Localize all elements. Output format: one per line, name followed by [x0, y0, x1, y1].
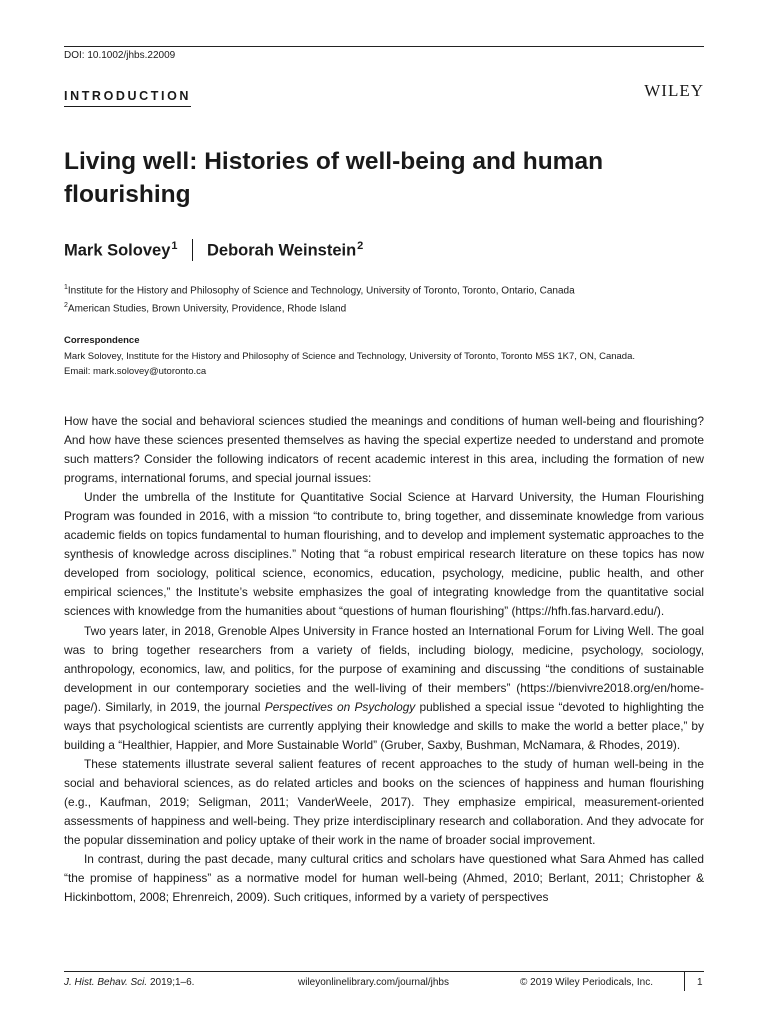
correspondence-heading: Correspondence — [64, 335, 140, 346]
affiliation: $^2$American Studies, Brown University, Providence, Rhode Island — [64, 302, 347, 315]
paragraph: Two years later, in 2018, Grenoble Alpes University in France hosted an International Forum for Living Well. The goal was to bring together researchers from a variety of fields, including biology, medicine, psychology, sociology, anthropology, economics, law, and politics, for the purpose of examining and discussing “the conditions of sustainable development in our contemporary societies and the well-living of their members” (https://bienvivre2018.org/en/home-page/). Similarly, in 2019, the journal Perspectives on Psychology published a special issue “devoted to highlighting the ways that psychological scientists are currently applying their knowledge and skills to make the world a better place,” by building a “Healthier, Happier, and More Sustainable World” (Gruber, Saxby, Bushman, McNamara, & Rhodes, 2019). — [64, 623, 704, 752]
article-title: Living well: Histories of well-being and human flourishing — [64, 148, 604, 208]
footer-url: wileyonlinelibrary.com/journal/jhbs — [298, 977, 449, 988]
affiliation: $^1$Institute for the History and Philosophy of Science and Technology, University of Toronto, Toronto, Ontario, Canada — [64, 284, 575, 297]
journal-title: Perspectives on Psychology — [264, 699, 416, 714]
paragraph: In contrast, during the past decade, many cultural critics and scholars have questioned what Sara Ahmed has called “the promise of happiness” as a normative model for human well-being (Ahmed, 2010; Berlant, 2011; Christopher & Hickinbottom, 2008; Ehrenreich, 2009). Such critiques, informed by a variety of perspectives — [64, 852, 704, 905]
author-name: Mark Solovey$^1$ — [64, 240, 178, 260]
article-body — [64, 412, 704, 907]
paragraph: How have the social and behavioral sciences studied the meanings and conditions of human well-being and flourishing? And how have these sciences presented themselves as having the special expertize needed to understand and promote such matters? Consider the following indicators of recent academic interest in this area, including the formation of new programs, international forums, and special journal issues: — [64, 414, 704, 486]
paragraph: These statements illustrate several salient features of recent approaches to the study of human well-being in the social and behavioral sciences, as do related articles and books on the sciences of happiness and human flourishing (e.g., Kaufman, 2019; Seligman, 2011; VanderWeele, 2017). They emphasize empirical, measurement-oriented assessments of happiness and well-being. They prize interdisciplinary research and collaboration. And they advocate for the popular dissemination and policy uptake of their work in the name of broader social improvement. — [64, 756, 704, 848]
doi: DOI: 10.1002/jhbs.22009 — [64, 50, 176, 61]
footer-citation: J. Hist. Behav. Sci. 2019;1–6. — [64, 977, 195, 988]
author-separator — [192, 239, 194, 261]
correspondence-text: Mark Solovey, Institute for the History and Philosophy of Science and Technology, University of Toronto, Toronto M5S 1K7, ON, Canada. Email: mark.solovey@utoronto.ca — [64, 351, 636, 377]
header-rule — [64, 46, 704, 47]
footer-separator — [684, 971, 685, 991]
footer-copyright: © 2019 Wiley Periodicals, Inc. — [520, 977, 653, 988]
author-list — [64, 240, 363, 262]
paragraph: Under the umbrella of the Institute for Quantitative Social Science at Harvard University, the Human Flourishing Program was founded in 2016, with a mission “to contribute to, bring together, and disseminate knowledge from various academic fields on topics fundamental to human flourishing, and to develop and implement systematic approaches to the synthesis of knowledge across disciplines.” Noting that “a robust empirical research literature on these topics has now developed from sociology, political science, economics, education, psychology, medicine, public health, and other empirical sciences,” the Institute’s website emphasizes the goal of integrating knowledge from the quantitative social sciences with knowledge from the humanities about “questions of human flourishing” (https://hfh.fas.harvard.edu/). — [64, 490, 704, 619]
footer-rule — [64, 971, 704, 972]
page-number: 1 — [697, 977, 703, 988]
publisher-logo: WILEY — [644, 81, 704, 100]
author-name: Deborah Weinstein$^2$ — [207, 240, 364, 260]
section-label: INTRODUCTION — [64, 89, 191, 107]
